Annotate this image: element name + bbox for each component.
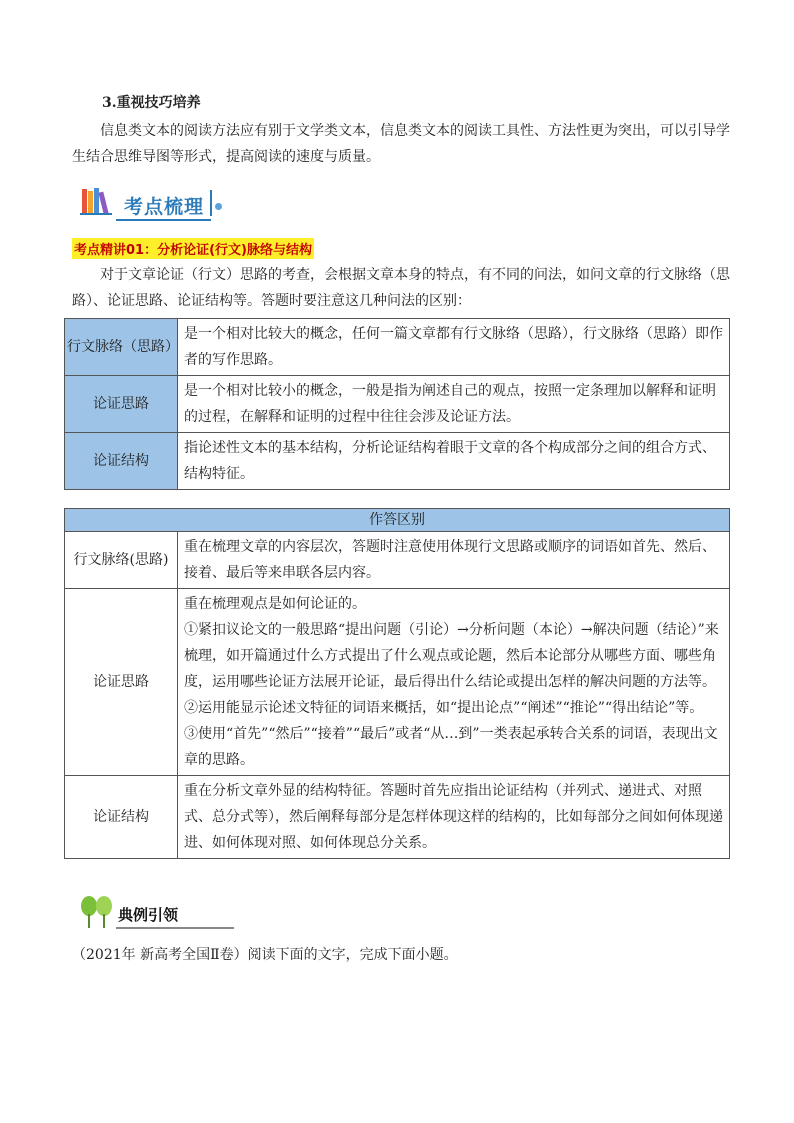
dot-icon [215,203,222,210]
example-underline [116,927,234,929]
row-content: 是一个相对比较小的概念，一般是指为阐述自己的观点，按照一定条理加以解释和证明的过程，在解释和证明的过程中往往会涉及论证方法。 [178,376,730,433]
kaodian-banner [76,186,236,222]
table-row [65,589,730,776]
content-line: 重在分析文章外显的结构特征。答题时首先应指出论证结构（并列式、递进式、对照式、总分式等），然后阐释每部分是怎样体现这样的结构的，比如每部分之间如何体现递进、如何体现对照、如何体现总分关系。 [184,783,723,851]
table-row [65,532,730,589]
comparison-table [64,318,730,490]
example-banner [76,895,198,931]
table-header: 作答区别 [65,509,730,532]
row-label: 行文脉络(思路) [65,532,178,589]
row-label: 论证思路 [65,589,178,776]
intro-text: 信息类文本的阅读方法应有别于文学类文本，信息类文本的阅读工具性、方法性更为突出，可以引导学生结合思维导图等形式，提高阅读的速度与质量。 [72,123,730,165]
kaodian-text: 对于文章论证（行文）思路的考查，会根据文章本身的特点，有不同的问法，如问文章的行文脉络（思路）、论证思路、论证结构等。答题时要注意这几种问法的区别： [72,267,730,309]
row-label: 论证思路 [65,376,178,433]
row-content [178,589,730,776]
row-label: 行文脉络（思路） [65,319,178,376]
row-content [178,776,730,859]
trees-icon [78,895,116,929]
table-row [65,433,730,490]
table-row [65,319,730,376]
text-cursor [210,190,212,216]
banner-underline [116,219,211,221]
section-heading: 3.重视技巧培养 [102,95,201,111]
source-line: （2021年 新高考全国Ⅱ卷）阅读下面的文字，完成下面小题。 [72,947,458,963]
books-icon [80,186,116,216]
answer-difference-table [64,508,730,859]
intro-paragraph [72,118,732,170]
row-content [178,532,730,589]
table-header-row [65,509,730,532]
row-content: 是一个相对比较大的概念，任何一篇文章都有行文脉络（思路），行文脉络（思路）即作者的写作思路。 [178,319,730,376]
kaodian-paragraph [72,262,732,314]
content-line: 重在梳理观点是如何论证的。 [184,596,366,612]
content-line: ①紧扣议论文的一般思路“提出问题（引论）→分析问题（本论）→解决问题（结论）”来梳理，如开篇通过什么方式提出了什么观点或论题，然后本论部分从哪些方面、哪些角度，运用哪些论证方法展开论证，最后得出什么结论或提出怎样的解决问题的方法等。 [184,622,719,690]
row-label: 论证结构 [65,433,178,490]
table-row [65,376,730,433]
content-line: ②运用能显示论述文特征的词语来概括，如“提出论点”“阐述”“推论”“得出结论”等。 [184,700,704,716]
example-title: 典例引领 [118,906,179,924]
row-label: 论证结构 [65,776,178,859]
table-row [65,776,730,859]
content-line: ③使用“首先”“然后”“接着”“最后”或者“从…到”一类表起承转合关系的词语，表现出文章的思路。 [184,726,718,768]
content-line: 重在梳理文章的内容层次，答题时注意使用体现行文思路或顺序的词语如首先、然后、接着、最后等来串联各层内容。 [184,539,716,581]
banner-title: 考点梳理 [124,196,205,218]
row-content: 指论述性文本的基本结构，分析论证结构着眼于文章的各个构成部分之间的组合方式、结构特征。 [178,433,730,490]
kaodian-label: 考点精讲01：分析论证(行文)脉络与结构 [72,238,314,259]
